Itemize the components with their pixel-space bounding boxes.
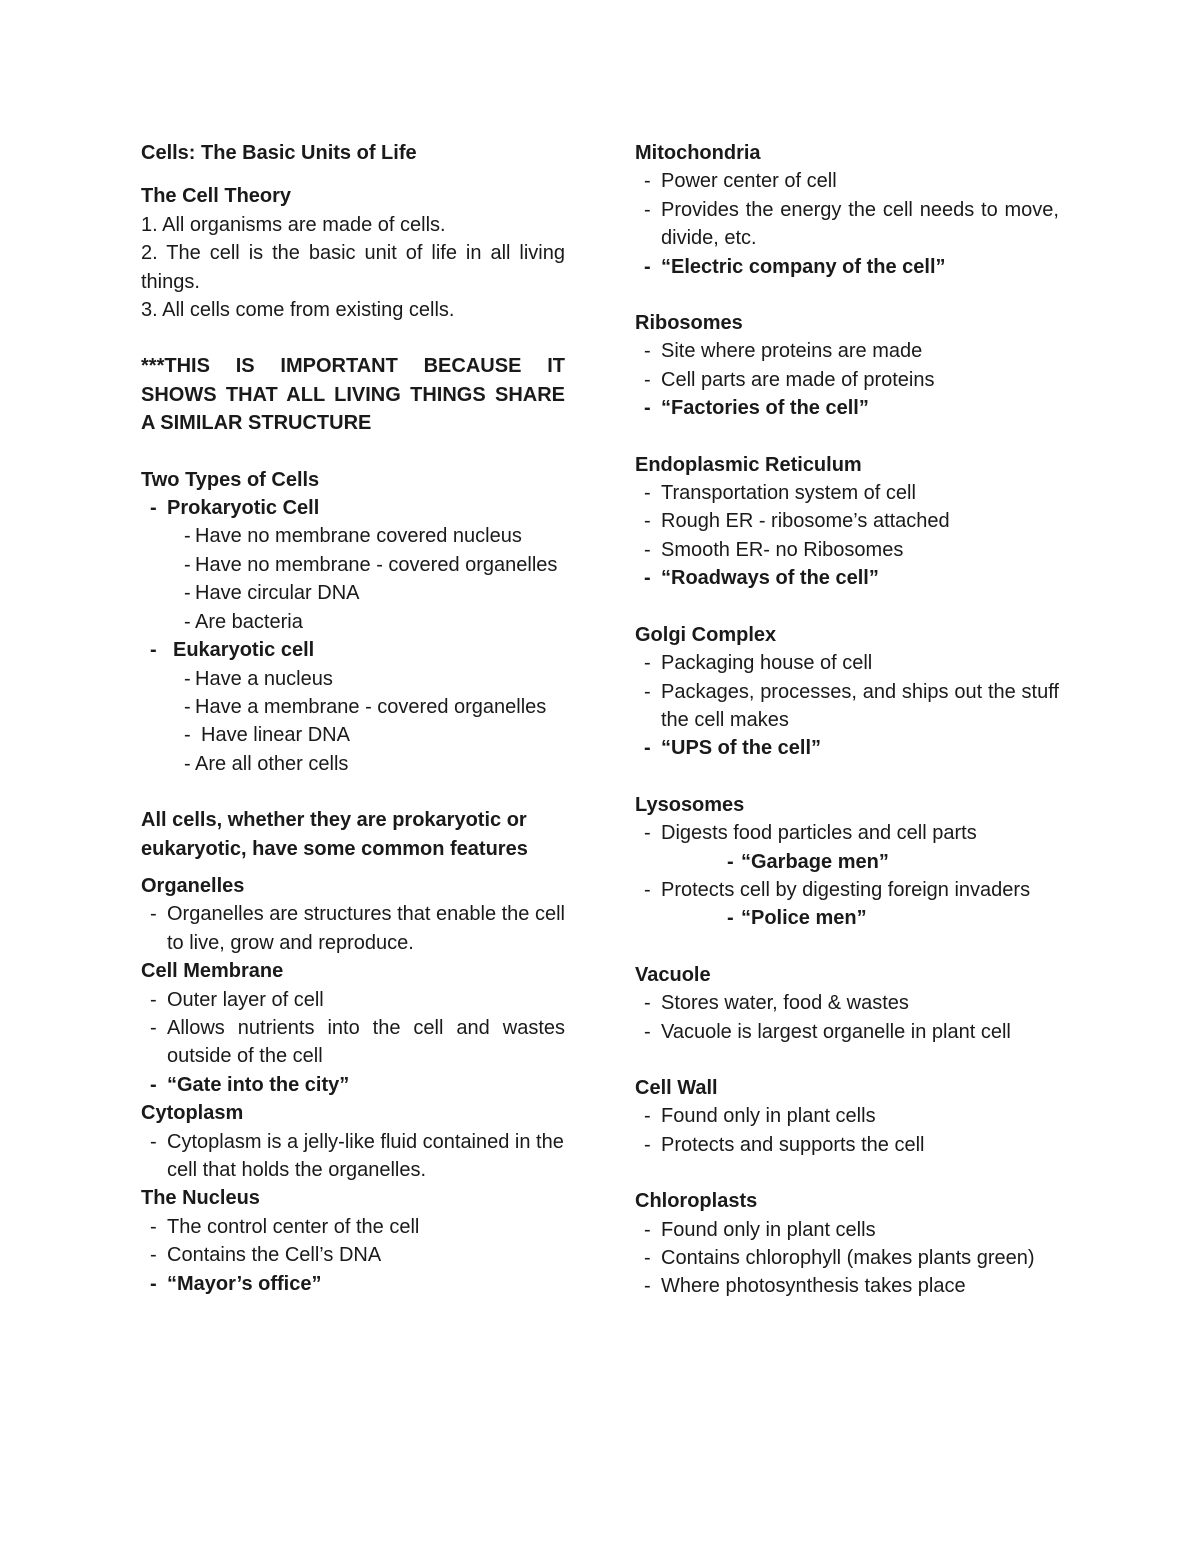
dash-bullet: - (150, 639, 157, 662)
two-types-heading: Two Types of Cells (141, 468, 320, 491)
list-item: - Have linear DNA (184, 724, 350, 747)
nickname: - “Mayor’s office” (150, 1272, 322, 1295)
list-item: - Have circular DNA (184, 582, 360, 605)
list-item: - Contains chlorophyll (makes plants green) (644, 1247, 1035, 1269)
list-item: - Packages, processes, and ships out the stuff the cell makes (644, 680, 1059, 731)
eukaryotic-label: - Eukaryotic cell (141, 636, 565, 664)
vacuole-heading: Vacuole (635, 963, 711, 986)
important-note: ***THIS IS IMPORTANT BECAUSE IT SHOWS THAT ALL LIVING THINGS SHARE A SIMILAR STRUCTURE (141, 355, 565, 435)
list-item: - Protects cell by digesting foreign invaders (644, 878, 1031, 901)
list-item: - Found only in plant cells (644, 1105, 876, 1128)
list-item: - Have a membrane - covered organelles (184, 695, 547, 718)
lysosomes-heading: Lysosomes (635, 793, 745, 816)
prokaryotic-label: - Prokaryotic Cell (141, 494, 565, 522)
list-item: - Smooth ER- no Ribosomes (644, 538, 904, 561)
nickname: - “UPS of the cell” (644, 737, 822, 760)
list-item: - Found only in plant cells (644, 1218, 876, 1241)
list-item: - Provides the energy the cell needs to move, divide, etc. (644, 198, 1059, 250)
dash-bullet: - (150, 497, 157, 520)
list-item: - Protects and supports the cell (644, 1133, 925, 1156)
ribosomes-heading: Ribosomes (635, 312, 743, 335)
cell-wall-heading: Cell Wall (635, 1076, 718, 1099)
nickname: - “Factories of the cell” (644, 397, 869, 420)
nucleus-heading: The Nucleus (141, 1187, 260, 1210)
list-item: - Where photosynthesis takes place (644, 1275, 966, 1298)
cell-theory-item: 1. All organisms are made of cells. (141, 213, 446, 236)
list-item: - Organelles are structures that enable the cell to live, grow and reproduce. (150, 903, 565, 954)
nickname: - “Garbage men” (727, 850, 889, 873)
chloroplasts-heading: Chloroplasts (635, 1190, 758, 1213)
list-item: - Packaging house of cell (644, 652, 873, 675)
common-features-statement: All cells, whether they are prokaryotic or eukaryotic, have some common features (141, 809, 528, 860)
cell-theory-item: 3. All cells come from existing cells. (141, 299, 455, 322)
list-item: - Have no membrane - covered organelles (184, 553, 558, 576)
cell-membrane-heading: Cell Membrane (141, 960, 284, 983)
list-item: - Are all other cells (184, 752, 349, 775)
list-item: - Outer layer of cell (150, 988, 324, 1011)
list-item: - Site where proteins are made (644, 340, 923, 363)
cell-theory-item: 2. The cell is the basic unit of life in all living things. (141, 242, 565, 293)
list-item: - Cell parts are made of proteins (644, 368, 935, 391)
list-item: - Have a nucleus (184, 667, 333, 690)
list-item: - Have no membrane covered nucleus (184, 525, 522, 548)
left-column (141, 139, 565, 1298)
mitochondria-heading: Mitochondria (635, 142, 761, 164)
nickname: - “Electric company of the cell” (644, 255, 946, 278)
cytoplasm-heading: Cytoplasm (141, 1102, 244, 1125)
list-item: - The control center of the cell (150, 1215, 420, 1238)
list-item: - Allows nutrients into the cell and wastes outside of the cell (150, 1016, 565, 1068)
list-item: - Vacuole is largest organelle in plant cell (644, 1020, 1011, 1043)
golgi-heading: Golgi Complex (635, 623, 777, 646)
list-item: - Are bacteria (184, 610, 303, 633)
nickname: - “Police men” (727, 907, 867, 930)
nickname: - “Gate into the city” (150, 1073, 350, 1096)
list-item: - Digests food particles and cell parts (644, 822, 977, 845)
right-column (635, 139, 1059, 1301)
list-item: - Transportation system of cell (644, 482, 916, 505)
cell-theory-heading: The Cell Theory (141, 185, 292, 208)
nickname: - “Roadways of the cell” (644, 567, 879, 590)
list-item: - Contains the Cell’s DNA (150, 1244, 382, 1267)
list-item: - Cytoplasm is a jelly-like fluid contained in the cell that holds the organelles. (150, 1130, 564, 1181)
organelles-heading: Organelles (141, 874, 245, 897)
list-item: - Power center of cell (644, 170, 837, 193)
page-title: Cells: The Basic Units of Life (141, 142, 417, 164)
list-item: - Rough ER - ribosome’s attached (644, 510, 950, 533)
er-heading: Endoplasmic Reticulum (635, 453, 862, 476)
list-item: - Stores water, food & wastes (644, 992, 909, 1015)
